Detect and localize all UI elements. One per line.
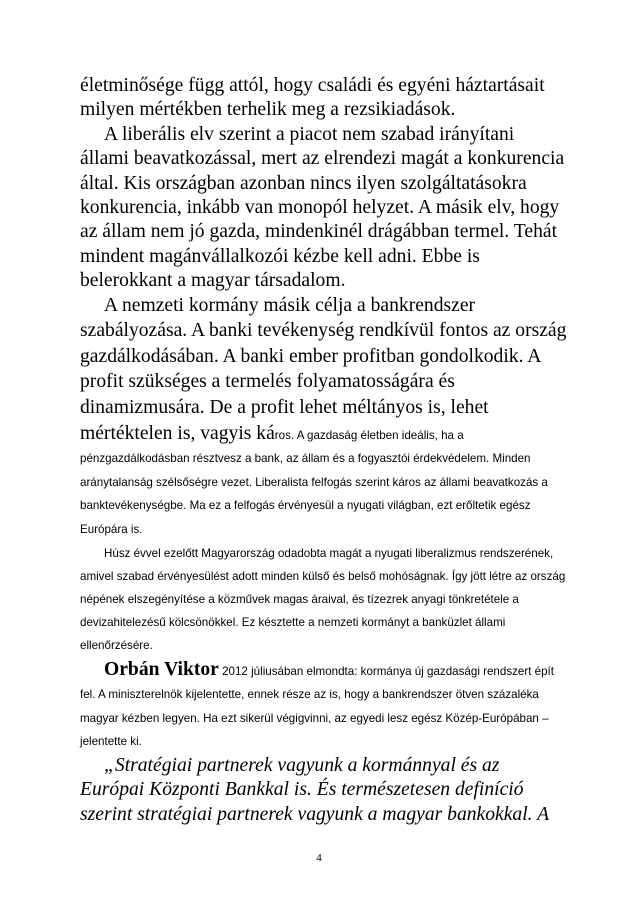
paragraph-rezsi: életminősége függ attól, hogy családi és egyéni háztartásait milyen mértékben terhelik meg a rezsikiadások. <box>80 75 545 121</box>
paragraph-banking-sans-part: ros. A gazdaság életben ideális, ha a pénzgazdálkodásban résztvesz a bank, az állam és a fogyasztói érdekvédelem. Minden aránytalanság szélsőségre vezet. Liberalista felfogás szerint káros az állami beavatkozás a banktevékenységbe. Ma ez a felfogás érvényesül a nyugati világban, ezt erőltetik egész Európára is. <box>80 428 548 536</box>
person-name-orban: Orbán Viktor <box>104 658 219 680</box>
paragraph-liberal-principle: A liberális elv szerint a piacot nem szabad irányítani állami beavatkozással, mert az elrendezi magát a konkurencia által. Kis országban azonban nincs ilyen szolgáltatásokra konkurencia, inkább van monopól helyzet. A másik elv, hogy az állam nem jó gazda, mindenkinél drágábban termel. Tehát mindent magánvállalkozói kézbe kell adni. Ebbe is belerokkant a magyar társadalom. <box>80 123 565 292</box>
paragraph-orban <box>80 658 568 754</box>
paragraph-banking-regulation <box>80 294 568 542</box>
page-number: 4 <box>316 852 322 864</box>
paragraph-banking-serif-part: A nemzeti kormány másik célja a bankrendszer szabályozása. A banki tevékenység rendkívül fontos az ország gazdálkodásában. A banki ember profitban gondolkodik. A profit szükséges a termelés folyamatosságára és dinamizmusára. De a profit lehet méltányos is, lehet mértéktelen is, vagyis ká <box>80 294 567 444</box>
paragraph-twenty-years: Húsz évvel ezelőtt Magyarország odadobta magát a nyugati liberalizmus rendszerének, amivel szabad érvényesülést adott minden külső és belső mohóságnak. Így jött létre az ország népének elszegényítése a közművek magas áraival, és tízezrek anyagi tönkretétele a devizahitelezésű kölcsönökkel. Ez késztette a nemzeti kormányt a banküzlet állami ellenőrzésére. <box>80 546 566 653</box>
quote-strategic-partners: „Stratégiai partnerek vagyunk a kormánnyal és az Európai Központi Bankkal is. És természetesen definíció szerint stratégiai partnerek vagyunk a magyar bankokkal. A <box>80 754 550 825</box>
paragraph-orban-rest: 2012 júliusában elmondta: kormánya új gazdasági rendszert épít fel. A miniszterelnök kijelentette, ennek része az is, hogy a bankrendszer ötven százaléka magyar kézben legyen. Ha ezt sikerül végigvinni, az egyedi lesz egész Közép-Európában – jelentette ki. <box>80 664 554 749</box>
page-body <box>80 74 568 827</box>
